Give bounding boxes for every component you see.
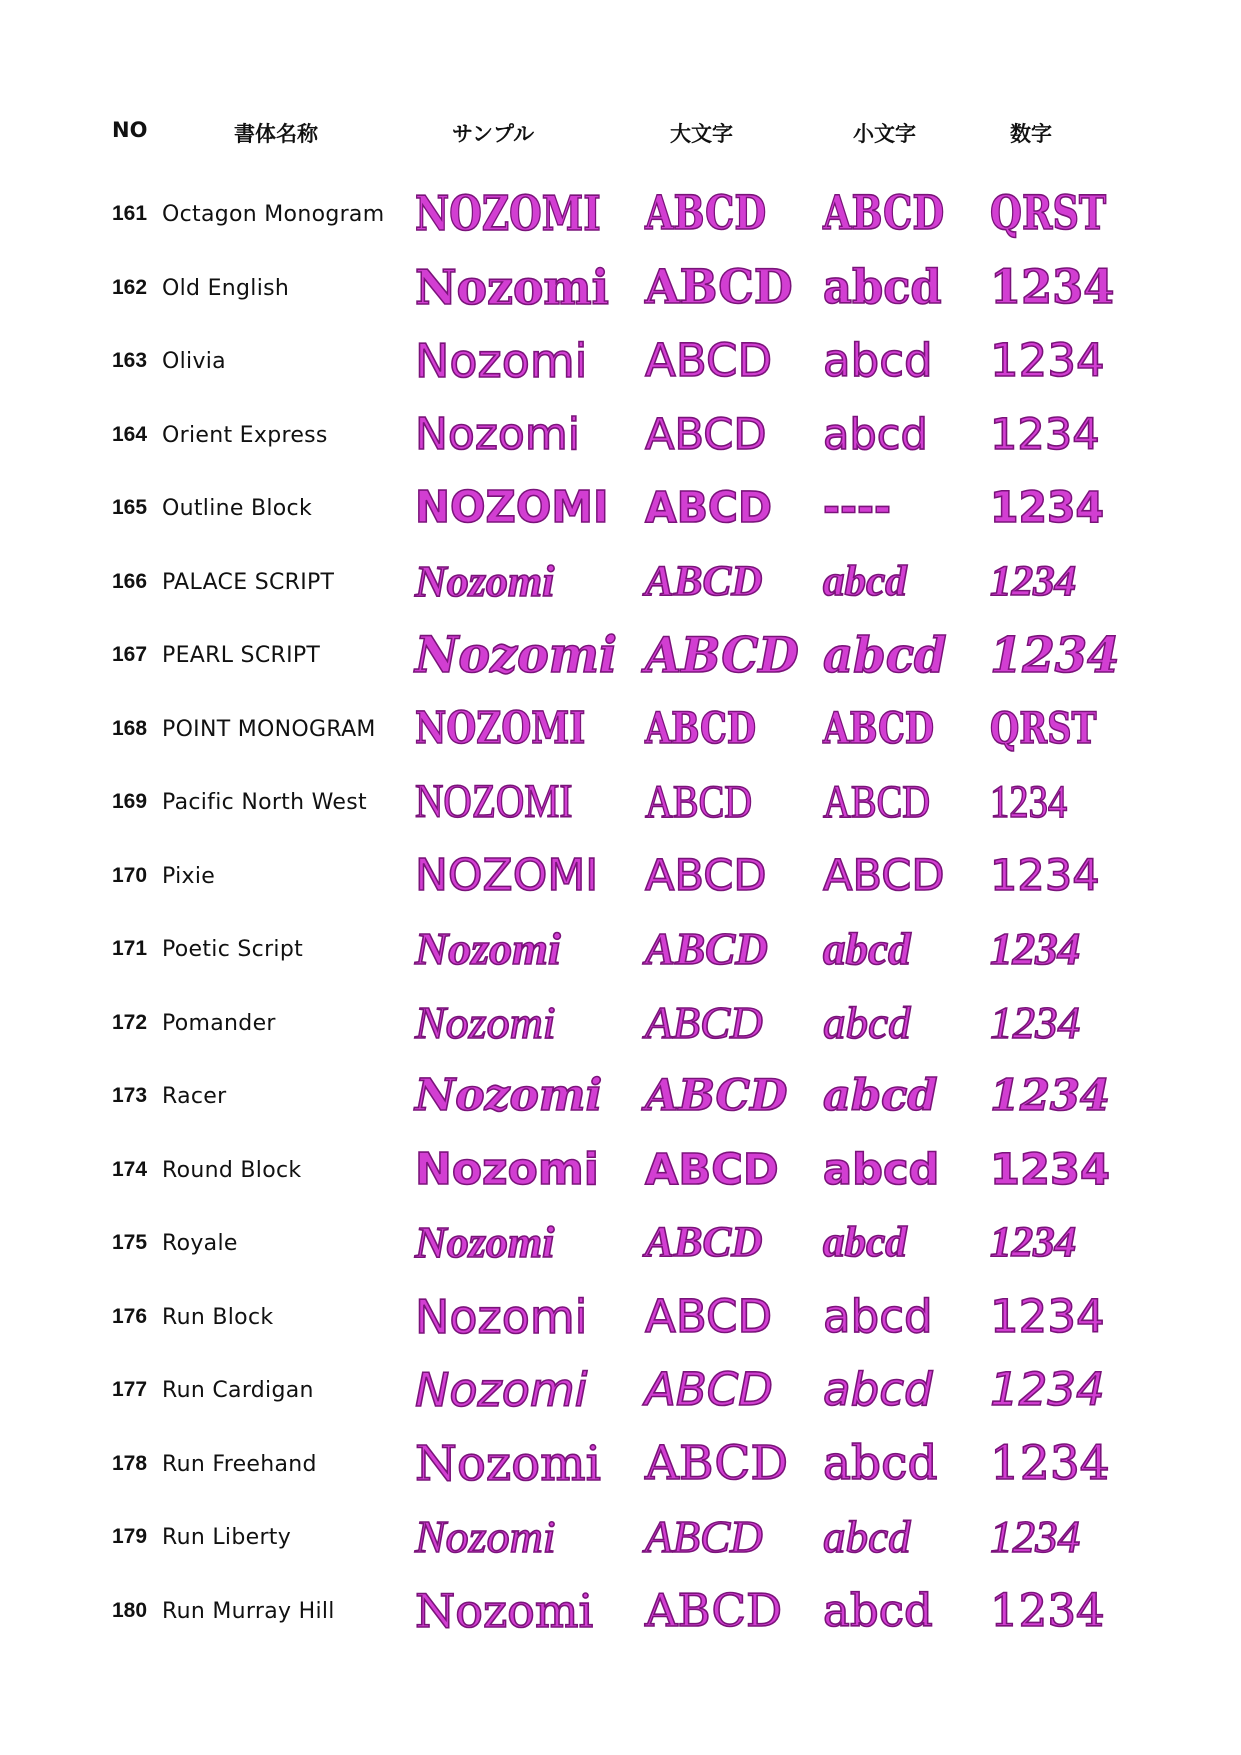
font-name: Run Freehand	[162, 1451, 317, 1477]
font-name: Olivia	[162, 349, 226, 374]
sample-text: Nozomi	[415, 259, 609, 316]
font-number: 163	[112, 349, 148, 372]
font-number: 175	[112, 1231, 148, 1254]
font-name: Run Liberty	[162, 1525, 292, 1550]
font-name: Pomander	[162, 1010, 276, 1036]
sample-upper: ABCD	[645, 703, 757, 754]
font-number: 168	[112, 716, 148, 740]
sample-lower: abcd	[823, 1512, 911, 1562]
sample-digits: 1234	[990, 483, 1104, 533]
font-number: 178	[112, 1451, 148, 1475]
sample-upper: ABCD	[645, 483, 772, 533]
sample-text: NOZOMI	[415, 775, 573, 828]
sample-text: NOZOMI	[415, 849, 599, 901]
header-lower: 小文字	[853, 122, 916, 146]
sample-text: Nozomi	[415, 1289, 588, 1344]
font-row-178	[0, 1428, 1241, 1500]
sample-lower: abcd	[823, 334, 933, 387]
header-font-name: 書体名称	[234, 122, 318, 146]
sample-upper: ABCD	[645, 1583, 783, 1637]
font-number: 164	[112, 422, 148, 446]
sample-lower: ABCD	[823, 776, 931, 828]
font-row-172	[0, 987, 1241, 1059]
font-number: 177	[112, 1378, 148, 1401]
sample-text: Nozomi	[415, 625, 618, 684]
header-sample: サンプル	[452, 122, 535, 146]
font-number: 174	[112, 1157, 148, 1181]
font-number: 176	[112, 1304, 148, 1328]
sample-upper: ABCD	[645, 334, 773, 387]
sample-upper: ABCD	[645, 1435, 789, 1491]
sample-digits: 1234	[990, 1363, 1105, 1416]
sample-text: Nozomi	[415, 1143, 599, 1195]
font-name: Racer	[162, 1084, 227, 1109]
font-row-166	[0, 546, 1241, 618]
font-row-162	[0, 252, 1241, 324]
sample-lower: ABCD	[823, 703, 935, 754]
font-name: PALACE SCRIPT	[162, 569, 335, 595]
font-name: Round Block	[162, 1157, 302, 1183]
sample-upper: ABCD	[645, 1363, 773, 1416]
font-row-174	[0, 1134, 1241, 1206]
font-row-161	[0, 178, 1241, 250]
sample-lower: abcd	[823, 924, 911, 974]
font-row-168	[0, 693, 1241, 765]
font-number: 162	[112, 275, 148, 299]
font-name: Orient Express	[162, 422, 328, 448]
font-row-180	[0, 1575, 1241, 1647]
sample-text: Nozomi	[415, 996, 556, 1048]
font-name: PEARL SCRIPT	[162, 643, 321, 668]
sample-digits: 1234	[990, 924, 1081, 974]
sample-digits: 1234	[990, 997, 1081, 1048]
sample-text: Nozomi	[415, 1363, 588, 1417]
font-row-170	[0, 840, 1241, 912]
sample-upper: ABCD	[645, 259, 793, 315]
sample-digits: 1234	[990, 1071, 1110, 1121]
sample-digits: 1234	[990, 1219, 1077, 1266]
sample-upper: ABCD	[645, 924, 768, 974]
font-name: Pacific North West	[162, 790, 367, 815]
font-row-171	[0, 913, 1241, 985]
sample-lower: abcd	[823, 1363, 933, 1416]
sample-upper: ABCD	[645, 776, 753, 828]
header-no: NO	[112, 118, 148, 142]
font-row-167	[0, 619, 1241, 691]
sample-text: NOZOMI	[415, 186, 601, 242]
sample-upper: ABCD	[645, 626, 799, 684]
sample-upper: ABCD	[645, 557, 763, 605]
font-number: 169	[112, 790, 148, 813]
font-name: Octagon Monogram	[162, 202, 385, 227]
sample-digits: 1234	[990, 1289, 1105, 1343]
font-name: Old English	[162, 275, 290, 301]
sample-lower: ABCD	[823, 850, 945, 901]
sample-text: Nozomi	[415, 1070, 603, 1121]
table-header	[0, 118, 1241, 148]
sample-digits: 1234	[990, 259, 1115, 315]
font-name: Run Murray Hill	[162, 1598, 335, 1624]
font-name: Royale	[162, 1231, 238, 1256]
sample-digits: QRST	[990, 703, 1097, 754]
font-row-163	[0, 325, 1241, 397]
font-number: 179	[112, 1525, 148, 1548]
sample-upper: ABCD	[645, 997, 763, 1048]
sample-lower: abcd	[823, 1071, 938, 1121]
font-number: 171	[112, 937, 148, 960]
sample-text: Nozomi	[415, 1435, 601, 1492]
sample-digits: 1234	[990, 334, 1105, 387]
sample-digits: 1234	[990, 1583, 1105, 1637]
sample-lower: abcd	[823, 997, 911, 1048]
font-number: 165	[112, 496, 148, 519]
font-row-169	[0, 766, 1241, 838]
sample-lower: abcd	[823, 1435, 938, 1491]
sample-lower: ABCD	[823, 186, 945, 241]
sample-lower: abcd	[823, 1144, 940, 1195]
sample-text: Nozomi	[415, 1583, 594, 1638]
sample-text: Nozomi	[415, 408, 580, 460]
font-name: Poetic Script	[162, 937, 304, 962]
sample-lower: abcd	[823, 626, 947, 684]
font-row-173	[0, 1060, 1241, 1132]
sample-text: Nozomi	[415, 923, 561, 974]
sample-lower: abcd	[823, 1219, 907, 1266]
font-name: Run Cardigan	[162, 1378, 314, 1403]
sample-digits: 1234	[990, 626, 1120, 684]
font-name: Run Block	[162, 1304, 274, 1330]
font-name: Outline Block	[162, 496, 312, 521]
font-number: 172	[112, 1010, 148, 1034]
sample-upper: ABCD	[645, 850, 767, 901]
sample-text: Nozomi	[415, 1511, 556, 1562]
font-name: Pixie	[162, 863, 216, 889]
font-row-179	[0, 1501, 1241, 1573]
sample-upper: ABCD	[645, 1071, 788, 1121]
sample-digits: 1234	[990, 557, 1077, 605]
sample-digits: 1234	[990, 850, 1100, 901]
sample-digits: 1234	[990, 1144, 1110, 1195]
sample-lower: abcd	[823, 259, 942, 315]
sample-lower: ----	[823, 483, 891, 533]
font-number: 166	[112, 569, 148, 593]
sample-lower: abcd	[823, 557, 907, 605]
sample-digits: QRST	[990, 186, 1107, 241]
sample-text: Nozomi	[415, 1218, 555, 1267]
font-row-177	[0, 1354, 1241, 1426]
sample-upper: ABCD	[645, 1289, 773, 1343]
header-digits: 数字	[1010, 122, 1052, 146]
font-row-175	[0, 1207, 1241, 1279]
sample-upper: ABCD	[645, 186, 767, 241]
sample-text: Nozomi	[415, 556, 555, 606]
font-number: 180	[112, 1598, 148, 1622]
sample-lower: abcd	[823, 409, 928, 460]
font-number: 167	[112, 643, 148, 666]
sample-text: NOZOMI	[415, 482, 609, 533]
font-row-164	[0, 399, 1241, 471]
sample-text: Nozomi	[415, 334, 588, 388]
sample-digits: 1234	[990, 1435, 1110, 1491]
sample-text: NOZOMI	[415, 702, 586, 754]
sample-digits: 1234	[990, 1512, 1081, 1562]
sample-upper: ABCD	[645, 1219, 763, 1266]
font-row-176	[0, 1281, 1241, 1353]
sample-lower: abcd	[823, 1289, 933, 1343]
font-number: 173	[112, 1084, 148, 1107]
sample-digits: 1234	[990, 409, 1100, 460]
font-row-165	[0, 472, 1241, 544]
sample-upper: ABCD	[645, 1144, 779, 1195]
sample-lower: abcd	[823, 1583, 933, 1637]
font-number: 161	[112, 202, 148, 225]
font-name: POINT MONOGRAM	[162, 716, 376, 742]
sample-digits: 1234	[990, 776, 1068, 828]
sample-upper: ABCD	[645, 409, 767, 460]
header-upper: 大文字	[670, 122, 733, 146]
font-number: 170	[112, 863, 148, 887]
sample-upper: ABCD	[645, 1512, 763, 1562]
